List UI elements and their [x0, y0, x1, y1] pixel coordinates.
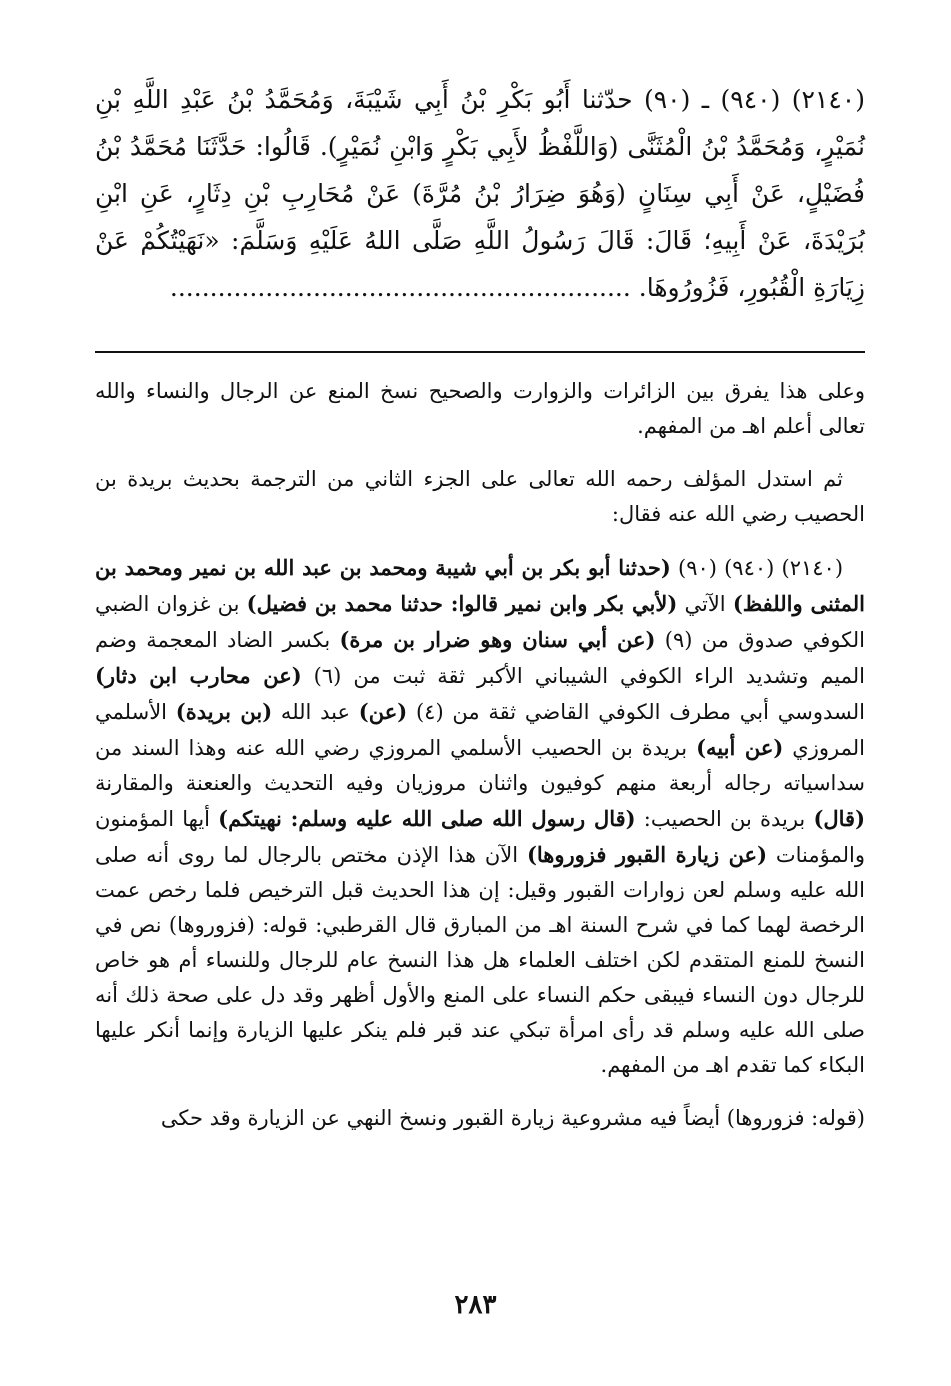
quoted-chain: (عن محارب ابن دثار) — [95, 663, 302, 688]
hadith-number: (٢١٤٠) (٩٤٠) (٩٠) — [670, 556, 844, 580]
hadith-body: (٢١٤٠) (٩٤٠) ـ (٩٠) حدّثنا أَبُو بَكْرِ بْنُ أَبِي شَيْبَةَ، وَمُحَمَّدُ بْنُ عَبْدِ اللَّهِ بْنِ نُمَيْرٍ، وَمُحَمَّدُ بْنُ الْمُثَنَّى (وَاللَّفْظُ لأَبِي بَكْرٍ وَابْنِ نُمَيْرٍ). قَالُوا: حَدَّثَنَا مُحَمَّدُ بْنُ فُضَيْلٍ، عَنْ أَبِي سِنَانٍ (وَهُوَ ضِرَارُ بْنُ مُرَّةَ) عَنْ مُحَارِبِ بْنِ دِثَارٍ، عَنِ ابْنِ بُرَيْدَةَ، عَنْ أَبِيهِ؛ قَالَ: قَالَ رَسُولُ اللَّهِ صَلَّى اللهُ عَلَيْهِ وَسَلَّمَ: «نَهَيْتُكُمْ عَنْ زِيَارَةِ الْقُبُورِ، فَزُورُوهَا. .......................................................... — [95, 85, 865, 302]
commentary-paragraph-4: (قوله: فزوروها) أيضاً فيه مشروعية زيارة القبور ونسخ النهي عن الزيارة وقد حكى — [160, 1106, 865, 1130]
quoted-matn: (قال رسول الله صلى الله عليه وسلم: نهيتكم) — [218, 806, 636, 831]
commentary-text: بريدة بن الحصيب الأسلمي المروزي رضي الله عنه وهذا السند من سداسياته رجاله أربعة منهم كوفيون واثنان مروزيان وفيه التحديث والعنعنة والمقارنة — [95, 736, 865, 795]
commentary-text: بكسر الضاد المعجمة وضم الميم وتشديد الراء الكوفي الشيباني الأكبر ثقة ثبت من (٦) — [95, 628, 866, 688]
quoted-chain: (عن) — [358, 699, 408, 724]
commentary-paragraph-3 — [95, 550, 865, 1083]
commentary-paragraph-2: ثم استدل المؤلف رحمه الله تعالى على الجزء الثاني من الترجمة بحديث بريدة بن الحصيب رضي الله عنه فقال: — [95, 467, 865, 526]
quoted-chain: (حدثنا أبو بكر بن أبي شيبة ومحمد بن عبد الله بن نمير ومحمد بن المثنى واللفظ) — [95, 555, 866, 616]
commentary-text: بريدة بن الحصيب: — [635, 807, 814, 831]
commentary-text: أيها المؤمنون والمؤمنات — [95, 807, 865, 867]
quoted-chain: (بن بريدة) — [175, 699, 273, 724]
commentary-text: الأسلمي المروزي — [95, 700, 865, 760]
quoted-chain: (عن أبيه) — [696, 735, 784, 760]
commentary-text: بن غزوان الضبي الكوفي صدوق من (٩) — [95, 592, 865, 652]
hadith-text — [95, 76, 865, 311]
quoted-matn: (عن زيارة القبور فزوروها) — [526, 842, 768, 867]
commentary-paragraph-1: وعلى هذا يفرق بين الزائرات والزوارت والصحيح نسخ المنع عن الرجال والنساء والله تعالى أعلم اهـ من المفهم. — [95, 379, 865, 438]
commentary-section — [95, 374, 865, 1154]
commentary-text: الآن هذا الإذن مختص بالرجال لما روى أنه صلى الله عليه وسلم لعن زوارات القبور وقيل: إن هذا الحديث قبل الترخيص فلما رخص عمت الرخصة لهما كما في شرح السنة اهـ من المبارق قال القرطبي: قوله: (فزوروها) نص في النسخ للمنع المتقدم لكن اختلف العلماء هل هذا النسخ عام للرجال وللنساء أم هو خاص للرجال دون النساء فيبقى حكم النساء على المنع والأول أظهر وقد دل على صحة ذلك أنه صلى الله عليه وسلم قد رأى امرأة تبكي عند قبر فلم ينكر عليها الزيارة وإنما أنكر عليها البكاء كما تقدم اهـ من المفهم. — [95, 843, 865, 1077]
commentary-text: الآتي — [677, 592, 733, 616]
quoted-chain: (عن أبي سنان وهو ضرار بن مرة) — [339, 627, 656, 652]
footnote-divider — [95, 351, 865, 353]
commentary-text: عبد الله — [272, 700, 359, 724]
quoted-chain: (لأبي بكر وابن نمير قالوا: حدثنا محمد بن فضيل) — [246, 591, 678, 616]
page-number: ٢٨٣ — [454, 1290, 497, 1320]
quoted-chain: (قال) — [813, 806, 866, 831]
commentary-text: السدوسي أبي مطرف الكوفي القاضي ثقة من (٤) — [407, 700, 865, 724]
